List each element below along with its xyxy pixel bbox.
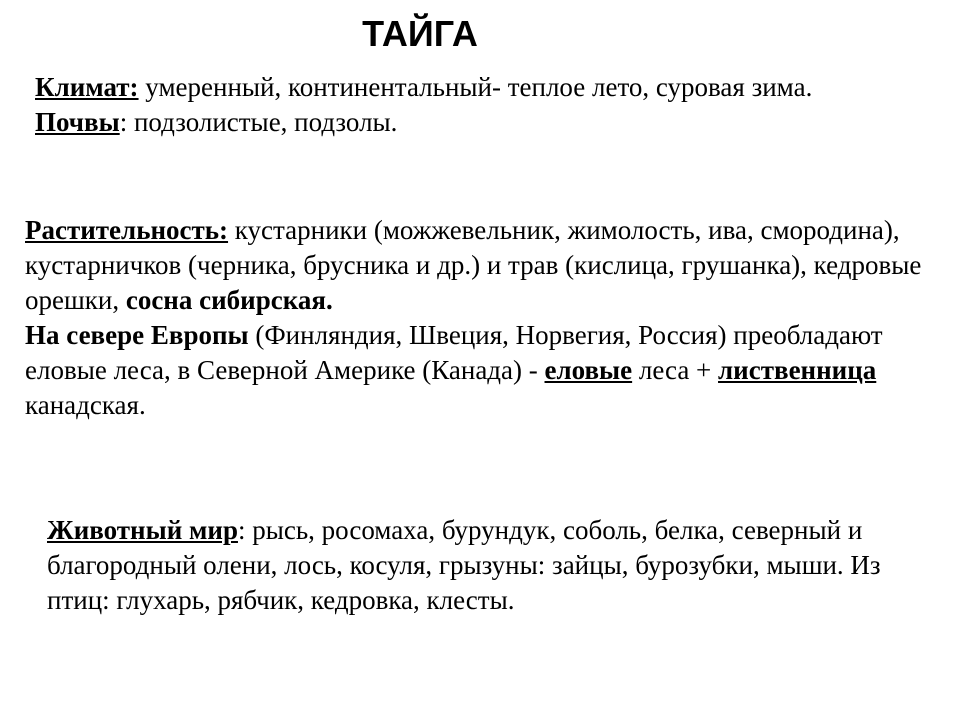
vegetation-block [25,213,940,423]
vegetation-label: Растительность: [25,215,229,245]
fauna-block [47,513,927,618]
climate-label: Климат: [35,72,139,102]
soils-text: : подзолистые, подзолы. [119,107,398,137]
vegetation-paragraph [25,213,940,318]
larch-term: лиственница [718,355,877,385]
north-europe-text: (Финляндия, Швеция, Норвегия, Россия) преобладают еловые леса, в Северной Америке (Канада) - [25,320,883,385]
soils-label: Почвы [35,107,120,137]
north-europe-paragraph [25,318,940,423]
vegetation-highlight: сосна сибирская. [125,285,333,315]
vegetation-text: кустарники (можжевельник, жимолость, ива, смородина), кустарничков (черника, брусника и др.) и трав (кислица, грушанка), кедровые орешки, [25,215,922,315]
fauna-paragraph [47,513,927,618]
north-europe-label: На севере Европы [25,320,249,350]
fauna-label: Животный мир [47,515,238,545]
climate-soils-block [35,70,895,140]
climate-paragraph [35,70,895,105]
north-europe-text-3: канадская. [25,390,146,420]
spruce-term: еловые [544,355,633,385]
fauna-text: : рысь, росомаха, бурундук, соболь, белка, северный и благородный олени, лось, косуля, грызуны: зайцы, бурозубки, мыши. Из птиц: глухарь, рябчик, кедровка, клесты. [47,515,881,615]
soils-paragraph [35,105,895,140]
climate-text: умеренный, континентальный- теплое лето, суровая зима. [138,72,813,102]
page-title: ТАЙГА [362,13,478,54]
north-europe-text-2: леса + [632,355,719,385]
